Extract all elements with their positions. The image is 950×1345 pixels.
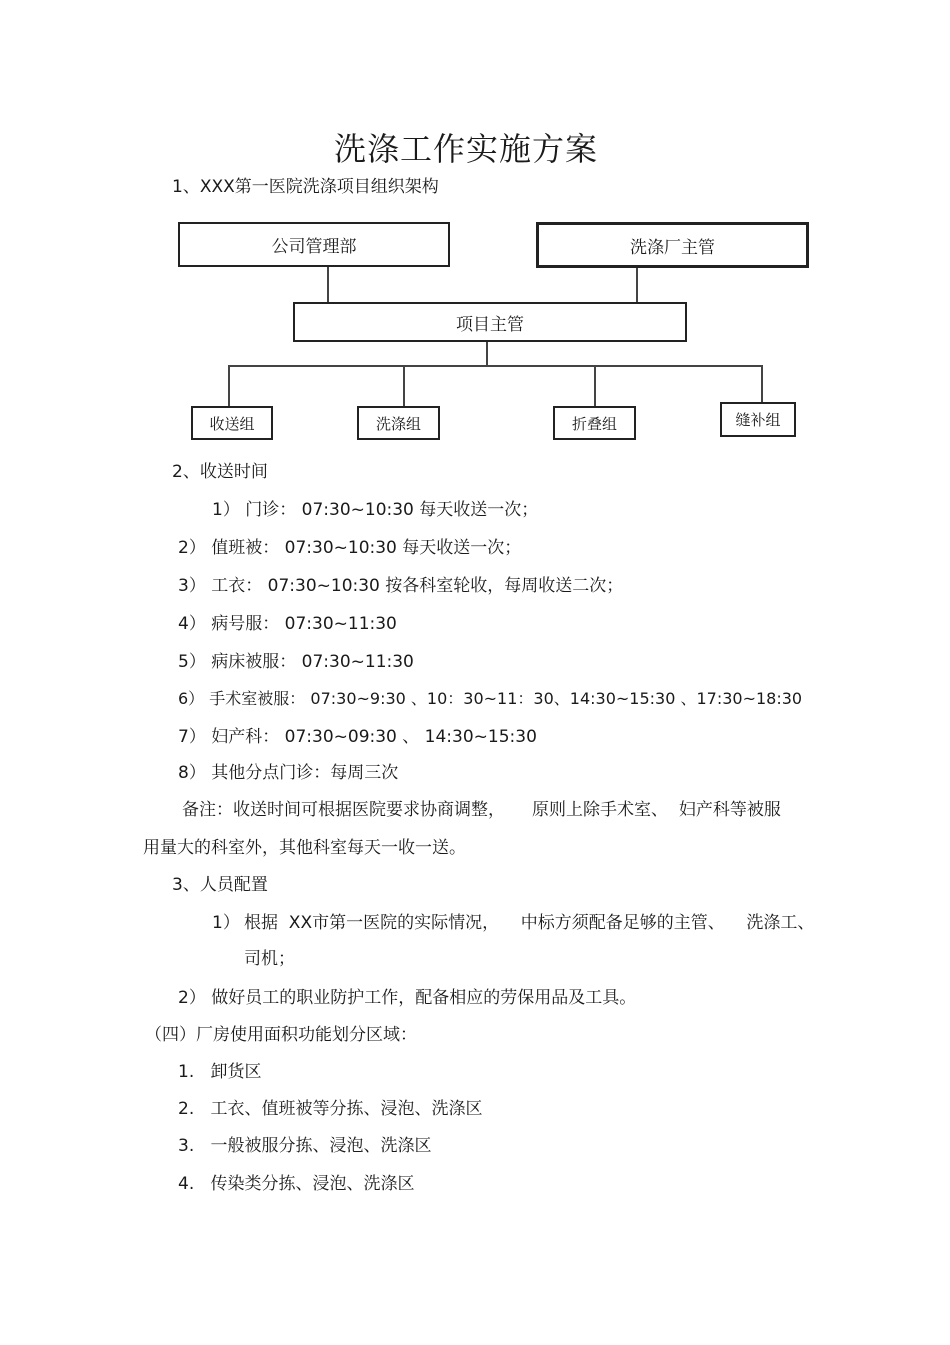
section-1-heading: 1、XXX第一医院洗涤项目组织架构 bbox=[172, 177, 439, 197]
schedule-item bbox=[178, 652, 414, 672]
item-text: 传染类分拣、浸泡、洗涤区 bbox=[210, 1174, 415, 1194]
item-detail: 07:30~10:30 每天收送一次； bbox=[301, 500, 539, 520]
zone-item bbox=[178, 1174, 414, 1194]
item-detail: 07:30~09:30 、 14:30~15:30 bbox=[284, 727, 537, 747]
item-number: 1. bbox=[178, 1062, 195, 1082]
item-detail: 07:30~10:30 按各科室轮收，每周收送二次； bbox=[267, 576, 624, 596]
section-2-heading: 2、收送时间 bbox=[172, 462, 268, 482]
org-box-laundry-manager: 洗涤厂主管 bbox=[536, 222, 809, 268]
org-box-team-folding: 折叠组 bbox=[553, 406, 636, 440]
connector-line bbox=[327, 267, 329, 303]
staffing-item-1-line-1: 根据 XX市第一医院的实际情况， 中标方须配备足够的主管、 洗涤工、 bbox=[244, 913, 815, 933]
item-number: 8） bbox=[178, 763, 206, 783]
item-number: 2. bbox=[178, 1099, 195, 1119]
org-box-team-mending: 缝补组 bbox=[720, 402, 796, 437]
item-label: 病号服： bbox=[211, 614, 280, 634]
item-text: 一般被服分拣、浸泡、洗涤区 bbox=[210, 1136, 432, 1156]
org-box-team-delivery: 收送组 bbox=[191, 406, 273, 440]
schedule-note-line-1: 备注：收送时间可根据医院要求协商调整， 原则上除手术室、 妇产科等被服 bbox=[182, 800, 781, 820]
staffing-item-1-line-2: 司机； bbox=[244, 949, 295, 969]
item-detail: 07:30~10:30 每天收送一次； bbox=[284, 538, 522, 558]
item-number: 3. bbox=[178, 1136, 195, 1156]
item-number: 2） bbox=[178, 988, 206, 1008]
zone-item bbox=[178, 1136, 431, 1156]
schedule-item bbox=[212, 500, 538, 520]
connector-line bbox=[636, 268, 638, 303]
connector-line bbox=[594, 365, 596, 407]
zone-item bbox=[178, 1062, 261, 1082]
item-number: 7） bbox=[178, 727, 206, 747]
schedule-item bbox=[178, 689, 802, 709]
connector-line bbox=[228, 365, 763, 367]
item-label: 工衣： bbox=[211, 576, 263, 596]
item-number: 4. bbox=[178, 1174, 195, 1194]
schedule-item bbox=[178, 614, 397, 634]
item-number: 6） bbox=[178, 689, 205, 708]
connector-line bbox=[403, 365, 405, 407]
connector-line bbox=[228, 365, 230, 407]
item-number: 4） bbox=[178, 614, 206, 634]
item-label: 病床被服： bbox=[211, 652, 297, 672]
item-detail: 07:30~9:30 、10：30~11：30、14:30~15:30 、17:30~18:30 bbox=[310, 689, 803, 708]
schedule-note-line-2: 用量大的科室外，其他科室每天一收一送。 bbox=[143, 838, 466, 858]
staffing-item bbox=[178, 988, 636, 1008]
org-box-project-manager: 项目主管 bbox=[293, 302, 687, 342]
schedule-item bbox=[178, 727, 537, 747]
section-3-heading: 3、人员配置 bbox=[172, 875, 268, 895]
item-label: 其他分点门诊： bbox=[211, 763, 331, 783]
item-number: 5） bbox=[178, 652, 206, 672]
item-text: 工衣、值班被等分拣、浸泡、洗涤区 bbox=[210, 1099, 483, 1119]
item-label: 妇产科： bbox=[211, 727, 280, 747]
item-text: 卸货区 bbox=[210, 1062, 262, 1082]
item-label: 手术室被服： bbox=[209, 689, 306, 708]
org-box-team-washing: 洗涤组 bbox=[357, 406, 440, 440]
schedule-item bbox=[178, 763, 398, 783]
page-title: 洗涤工作实施方案 bbox=[334, 130, 599, 168]
schedule-item bbox=[178, 576, 623, 596]
connector-line bbox=[761, 365, 763, 403]
item-number: 3） bbox=[178, 576, 206, 596]
item-detail: 07:30~11:30 bbox=[301, 652, 414, 672]
connector-line bbox=[486, 342, 488, 366]
section-4-heading: （四）厂房使用面积功能划分区域： bbox=[145, 1025, 417, 1045]
schedule-item bbox=[178, 538, 521, 558]
zone-item bbox=[178, 1099, 482, 1119]
item-number: 1） bbox=[212, 500, 240, 520]
org-box-company-dept: 公司管理部 bbox=[178, 222, 450, 267]
item-detail: 每周三次 bbox=[330, 763, 399, 783]
item-label: 值班被： bbox=[211, 538, 280, 558]
item-text: 做好员工的职业防护工作，配备相应的劳保用品及工具。 bbox=[211, 988, 637, 1008]
item-number: 2） bbox=[178, 538, 206, 558]
item-detail: 07:30~11:30 bbox=[284, 614, 397, 634]
item-label: 门诊： bbox=[245, 500, 297, 520]
staffing-item-number: 1） bbox=[212, 913, 240, 933]
